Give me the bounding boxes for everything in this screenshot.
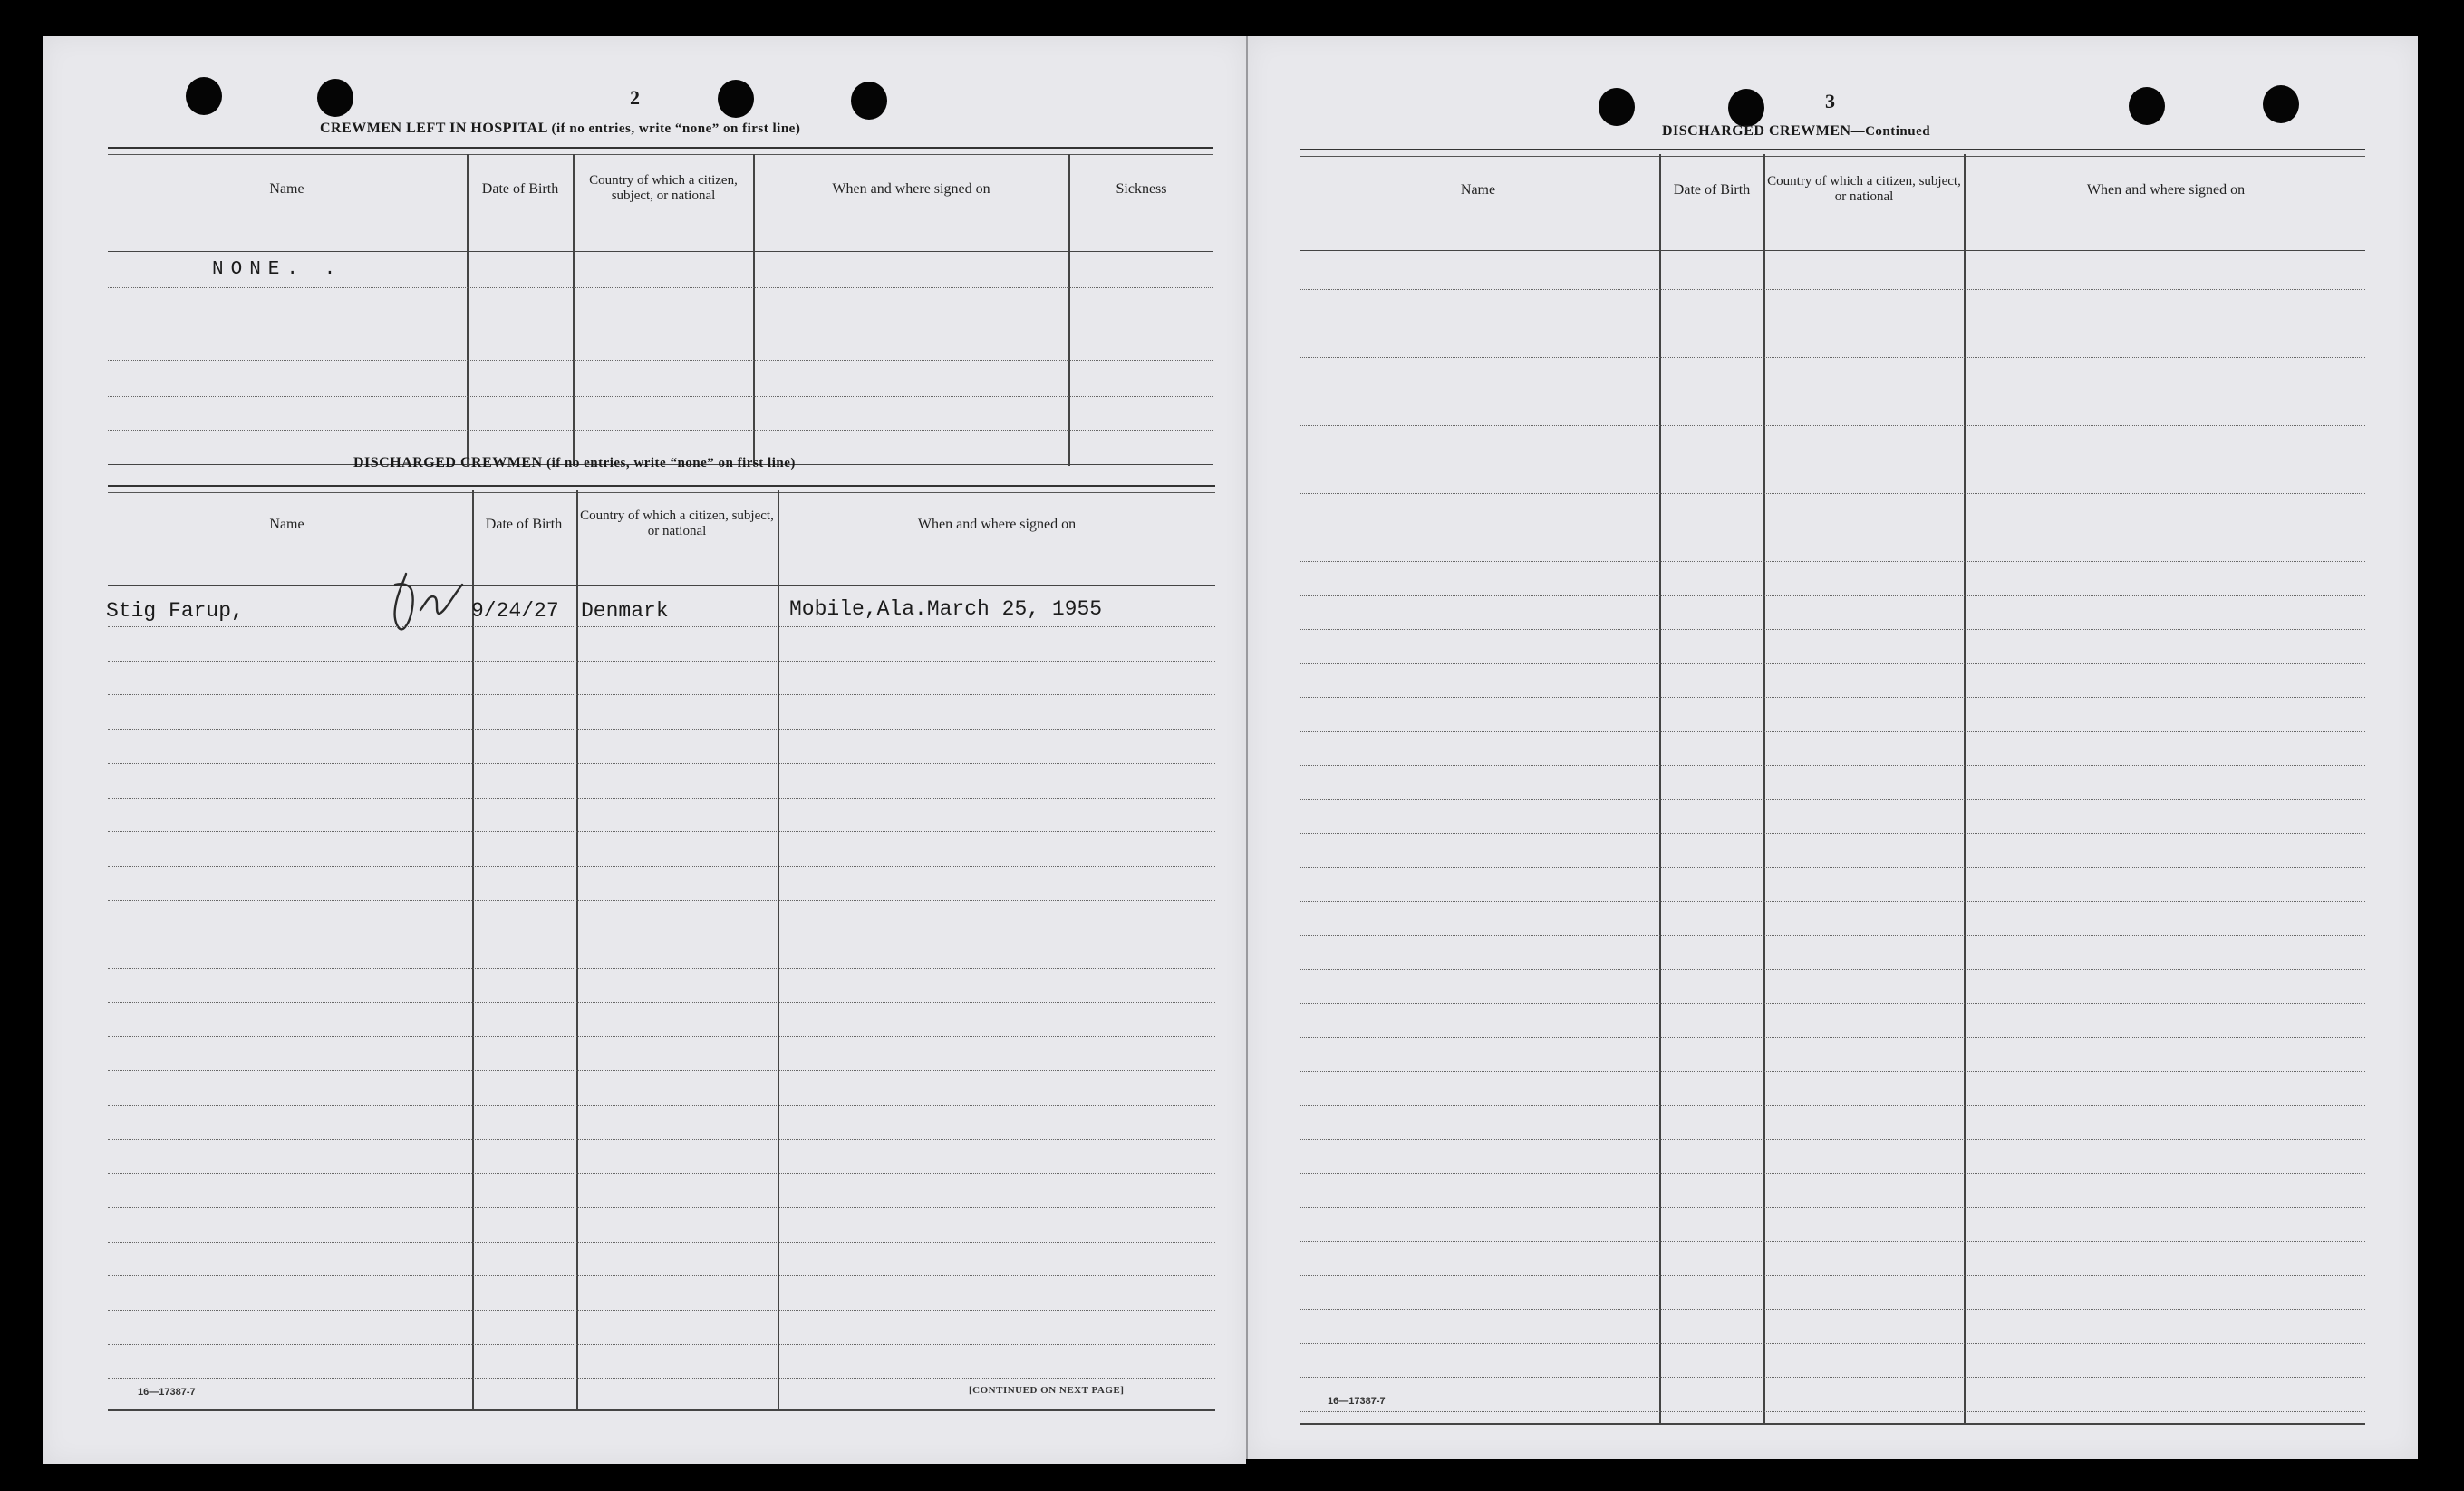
header-date-of-birth: Date of Birth xyxy=(485,516,563,532)
row-line xyxy=(1300,1343,2365,1344)
discharged-instruction: (if no entries, write “none” on first line) xyxy=(546,456,796,470)
hospital-instruction: (if no entries, write “none” on first line) xyxy=(551,121,801,136)
right-section-title xyxy=(1662,123,1930,140)
punch-hole xyxy=(317,79,353,117)
row-line xyxy=(108,360,1213,361)
row-line xyxy=(108,1173,1215,1174)
header-date-of-birth: Date of Birth xyxy=(481,180,559,197)
header-date-of-birth: Date of Birth xyxy=(1673,181,1751,198)
row-line xyxy=(1300,1309,2365,1310)
row-line xyxy=(108,1070,1215,1071)
row-line xyxy=(1300,1003,2365,1004)
header-rule xyxy=(108,585,1215,586)
header-name: Name xyxy=(1460,181,1496,198)
column-divider xyxy=(467,154,469,466)
handwritten-initials xyxy=(384,557,475,634)
right-title-suffix: —Continued xyxy=(1850,124,1931,139)
page-number: 2 xyxy=(630,86,640,109)
row-line xyxy=(108,831,1215,832)
row-line xyxy=(108,1036,1215,1037)
column-divider xyxy=(576,490,578,1410)
header-country: Country of which a citizen, subject, or national xyxy=(580,508,774,538)
row-line xyxy=(108,1378,1215,1379)
punch-hole xyxy=(718,80,754,118)
discharged-section-title xyxy=(353,455,796,471)
row-line xyxy=(1300,901,2365,902)
row-line xyxy=(1300,1105,2365,1106)
continued-note: [CONTINUED ON NEXT PAGE] xyxy=(969,1385,1125,1396)
row-line xyxy=(108,694,1215,695)
row-line xyxy=(1300,289,2365,290)
discharged-title-text: DISCHARGED CREWMEN xyxy=(353,455,543,470)
header-rule xyxy=(108,251,1213,252)
header-name: Name xyxy=(269,180,304,197)
column-divider xyxy=(1068,154,1070,466)
row-line xyxy=(108,287,1213,288)
header-when-where-signed: When and where signed on xyxy=(832,180,990,197)
row-line xyxy=(1300,595,2365,596)
form-number: 16—17387-7 xyxy=(138,1387,196,1398)
row-line xyxy=(1300,1275,2365,1276)
header-country: Country of which a citizen, subject, or national xyxy=(1767,174,1961,204)
row-line xyxy=(1300,663,2365,664)
row-line xyxy=(108,1344,1215,1345)
page-number: 3 xyxy=(1825,90,1835,112)
discharged-signed-on: Mobile,Ala.March 25, 1955 xyxy=(789,597,1103,621)
discharged-name: Stig Farup, xyxy=(106,599,244,623)
row-line xyxy=(108,1139,1215,1140)
row-line xyxy=(108,1002,1215,1003)
row-line xyxy=(1300,561,2365,562)
punch-hole xyxy=(1728,89,1764,127)
row-line xyxy=(1300,867,2365,868)
hospital-title-text: CREWMEN LEFT IN HOSPITAL xyxy=(320,121,548,136)
header-name: Name xyxy=(269,516,304,532)
discharged-country: Denmark xyxy=(581,599,669,623)
header-sickness: Sickness xyxy=(1116,180,1167,197)
row-line xyxy=(108,661,1215,662)
row-line xyxy=(108,1275,1215,1276)
row-line xyxy=(108,430,1213,431)
hospital-first-entry: NONE. . xyxy=(212,259,343,280)
left-page xyxy=(43,36,1246,1464)
row-line xyxy=(108,968,1215,969)
row-line xyxy=(1300,1207,2365,1208)
column-divider xyxy=(778,490,779,1410)
column-divider xyxy=(1659,154,1661,1423)
row-line xyxy=(1300,1241,2365,1242)
row-line xyxy=(108,1310,1215,1311)
hospital-table xyxy=(108,147,1213,466)
row-line xyxy=(1300,935,2365,936)
row-line xyxy=(108,798,1215,799)
row-line xyxy=(1300,1411,2365,1412)
table-top-rule xyxy=(108,147,1213,155)
row-line xyxy=(108,1105,1215,1106)
punch-hole xyxy=(186,77,222,115)
hospital-section-title xyxy=(320,121,800,137)
discharged-continued-table xyxy=(1300,149,2365,1425)
right-page xyxy=(1246,36,2418,1459)
punch-hole xyxy=(851,82,887,120)
punch-hole xyxy=(2129,87,2165,125)
row-line xyxy=(1300,1139,2365,1140)
row-line xyxy=(1300,425,2365,426)
header-when-where-signed: When and where signed on xyxy=(917,516,1077,532)
row-line xyxy=(108,626,1215,627)
row-line xyxy=(1300,493,2365,494)
row-line xyxy=(1300,357,2365,358)
column-divider xyxy=(1763,154,1765,1423)
row-line xyxy=(1300,629,2365,630)
row-line xyxy=(1300,969,2365,970)
column-divider xyxy=(1964,154,1966,1423)
table-bottom-rule xyxy=(1300,1423,2365,1425)
discharged-dob: 9/24/27 xyxy=(471,599,559,623)
column-divider xyxy=(573,154,575,466)
row-line xyxy=(1300,833,2365,834)
row-line xyxy=(108,1242,1215,1243)
row-line xyxy=(1300,697,2365,698)
row-line xyxy=(108,763,1215,764)
row-line xyxy=(108,866,1215,867)
header-when-where-signed: When and where signed on xyxy=(2086,181,2246,198)
row-line xyxy=(1300,1071,2365,1072)
form-number: 16—17387-7 xyxy=(1328,1396,1386,1407)
table-top-rule xyxy=(1300,149,2365,157)
row-line xyxy=(108,396,1213,397)
row-line xyxy=(108,729,1215,730)
row-line xyxy=(1300,731,2365,732)
row-line xyxy=(1300,799,2365,800)
header-country: Country of which a citizen, subject, or national xyxy=(589,173,738,203)
row-line xyxy=(108,900,1215,901)
table-bottom-rule xyxy=(108,1409,1215,1411)
right-title-text: DISCHARGED CREWMEN xyxy=(1662,123,1851,139)
row-line xyxy=(108,1207,1215,1208)
punch-hole xyxy=(1599,88,1635,126)
row-line xyxy=(1300,1037,2365,1038)
row-line xyxy=(1300,1377,2365,1378)
row-line xyxy=(1300,765,2365,766)
row-line xyxy=(1300,1173,2365,1174)
column-divider xyxy=(753,154,755,466)
header-rule xyxy=(1300,250,2365,251)
punch-hole xyxy=(2263,85,2299,123)
discharged-table xyxy=(108,485,1215,1414)
